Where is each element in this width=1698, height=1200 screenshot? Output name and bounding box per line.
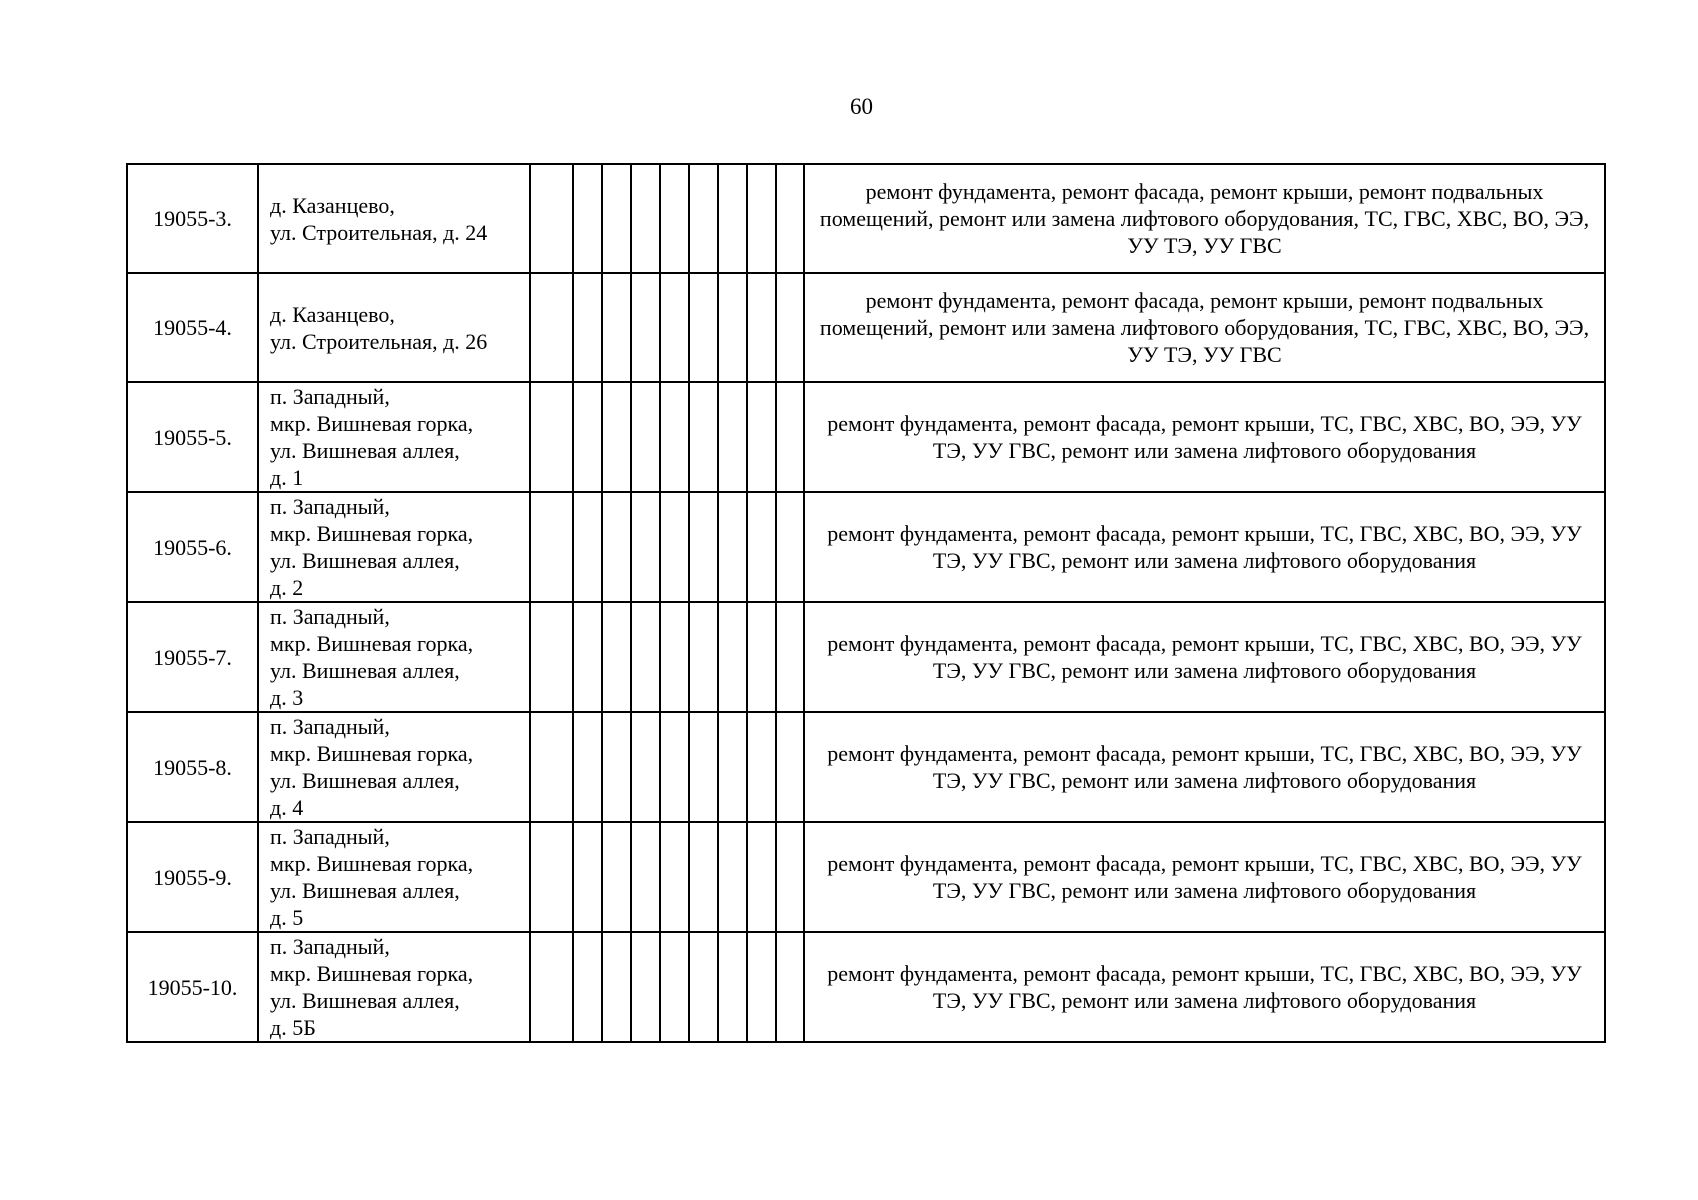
empty-cell — [530, 273, 573, 382]
works-text: ремонт фундамента, ремонт фасада, ремонт крыши, ТС, ГВС, ХВС, ВО, ЭЭ, УУ ТЭ, УУ ГВС, ремонт или замена лифтового оборудования — [827, 411, 1582, 463]
empty-cell — [573, 712, 602, 822]
empty-cell — [602, 932, 631, 1042]
address-cell — [258, 602, 530, 712]
empty-cell — [530, 712, 573, 822]
empty-cell — [747, 712, 776, 822]
address-line: п. Западный, — [270, 494, 390, 519]
address-line: мкр. Вишневая горка, — [270, 851, 474, 876]
table-row — [127, 382, 1605, 492]
empty-cell — [631, 932, 660, 1042]
empty-cell — [776, 822, 804, 932]
empty-cell — [660, 164, 689, 273]
address-line: ул. Вишневая аллея, — [270, 878, 460, 903]
empty-cell — [689, 273, 718, 382]
empty-cell — [718, 822, 747, 932]
empty-cell — [631, 712, 660, 822]
empty-cell — [530, 602, 573, 712]
address-line: д. Казанцево, — [270, 192, 395, 218]
table-row — [127, 822, 1605, 932]
empty-cell — [776, 382, 804, 492]
works-text: ремонт фундамента, ремонт фасада, ремонт крыши, ТС, ГВС, ХВС, ВО, ЭЭ, УУ ТЭ, УУ ГВС, ремонт или замена лифтового оборудования — [827, 961, 1582, 1013]
row-number-cell — [127, 712, 258, 822]
address-line: д. 2 — [270, 575, 304, 600]
row-number-cell — [127, 164, 258, 273]
empty-cell — [530, 382, 573, 492]
empty-cell — [602, 602, 631, 712]
address-line: д. 5Б — [270, 1015, 316, 1040]
empty-cell — [747, 164, 776, 273]
empty-cell — [776, 273, 804, 382]
empty-cell — [660, 273, 689, 382]
empty-cell — [660, 822, 689, 932]
empty-cell — [689, 492, 718, 602]
empty-cell — [631, 164, 660, 273]
works-cell — [804, 492, 1605, 602]
row-number-cell — [127, 273, 258, 382]
row-number: 19055-8. — [153, 754, 232, 780]
table-body — [127, 164, 1605, 1042]
empty-cell — [631, 822, 660, 932]
empty-cell — [530, 822, 573, 932]
empty-cell — [631, 273, 660, 382]
empty-cell — [573, 164, 602, 273]
address-cell — [258, 712, 530, 822]
empty-cell — [718, 164, 747, 273]
row-number-cell — [127, 492, 258, 602]
empty-cell — [718, 712, 747, 822]
table-row — [127, 492, 1605, 602]
empty-cell — [718, 932, 747, 1042]
empty-cell — [718, 273, 747, 382]
table-row — [127, 712, 1605, 822]
address-cell — [258, 273, 530, 382]
empty-cell — [689, 164, 718, 273]
address-line: д. 5 — [270, 905, 304, 930]
empty-cell — [776, 602, 804, 712]
address-line: мкр. Вишневая горка, — [270, 631, 474, 656]
address-line: п. Западный, — [270, 714, 390, 739]
address-line: ул. Вишневая аллея, — [270, 658, 460, 683]
page-number: 60 — [850, 94, 873, 119]
address-line: ул. Вишневая аллея, — [270, 768, 460, 793]
address-line: ул. Строительная, д. 24 — [270, 219, 488, 245]
address-line: мкр. Вишневая горка, — [270, 961, 474, 986]
works-text: ремонт фундамента, ремонт фасада, ремонт крыши, ТС, ГВС, ХВС, ВО, ЭЭ, УУ ТЭ, УУ ГВС, ремонт или замена лифтового оборудования — [827, 741, 1582, 793]
works-text: ремонт фундамента, ремонт фасада, ремонт крыши, ремонт подвальных помещений, ремонт или замена лифтового оборудования, ТС, ГВС, ХВС, ВО, ЭЭ, УУ ТЭ, УУ ГВС — [819, 179, 1590, 258]
address-line: п. Западный, — [270, 934, 390, 959]
works-cell — [804, 822, 1605, 932]
row-number: 19055-5. — [153, 424, 232, 450]
address-line: д. 1 — [270, 465, 304, 490]
address-line: д. Казанцево, — [270, 301, 395, 327]
address-line: ул. Вишневая аллея, — [270, 438, 460, 463]
empty-cell — [602, 382, 631, 492]
empty-cell — [631, 382, 660, 492]
empty-cell — [689, 602, 718, 712]
address-line: д. 4 — [270, 795, 304, 820]
address-line: ул. Вишневая аллея, — [270, 988, 460, 1013]
address-line: мкр. Вишневая горка, — [270, 741, 474, 766]
row-number: 19055-6. — [153, 534, 232, 560]
empty-cell — [631, 602, 660, 712]
empty-cell — [718, 602, 747, 712]
empty-cell — [530, 492, 573, 602]
empty-cell — [602, 492, 631, 602]
empty-cell — [747, 492, 776, 602]
empty-cell — [530, 164, 573, 273]
address-line: ул. Строительная, д. 26 — [270, 328, 488, 354]
empty-cell — [747, 273, 776, 382]
row-number-cell — [127, 822, 258, 932]
empty-cell — [747, 602, 776, 712]
row-number: 19055-10. — [147, 974, 238, 1000]
row-number-cell — [127, 382, 258, 492]
empty-cell — [530, 932, 573, 1042]
empty-cell — [689, 382, 718, 492]
works-cell — [804, 164, 1605, 273]
address-line: д. 3 — [270, 685, 304, 710]
works-text: ремонт фундамента, ремонт фасада, ремонт крыши, ТС, ГВС, ХВС, ВО, ЭЭ, УУ ТЭ, УУ ГВС, ремонт или замена лифтового оборудования — [827, 851, 1582, 903]
works-text: ремонт фундамента, ремонт фасада, ремонт крыши, ТС, ГВС, ХВС, ВО, ЭЭ, УУ ТЭ, УУ ГВС, ремонт или замена лифтового оборудования — [827, 521, 1582, 573]
works-text: ремонт фундамента, ремонт фасада, ремонт крыши, ТС, ГВС, ХВС, ВО, ЭЭ, УУ ТЭ, УУ ГВС, ремонт или замена лифтового оборудования — [827, 631, 1582, 683]
empty-cell — [573, 932, 602, 1042]
empty-cell — [718, 492, 747, 602]
empty-cell — [573, 382, 602, 492]
works-cell — [804, 932, 1605, 1042]
empty-cell — [776, 492, 804, 602]
address-cell — [258, 382, 530, 492]
address-line: мкр. Вишневая горка, — [270, 521, 474, 546]
address-line: п. Западный, — [270, 604, 390, 629]
address-line: ул. Вишневая аллея, — [270, 548, 460, 573]
empty-cell — [776, 164, 804, 273]
table-row — [127, 273, 1605, 382]
empty-cell — [776, 712, 804, 822]
works-cell — [804, 273, 1605, 382]
empty-cell — [689, 712, 718, 822]
empty-cell — [689, 822, 718, 932]
empty-cell — [660, 492, 689, 602]
empty-cell — [660, 382, 689, 492]
row-number-cell — [127, 932, 258, 1042]
empty-cell — [602, 822, 631, 932]
address-cell — [258, 822, 530, 932]
empty-cell — [660, 602, 689, 712]
address-cell — [258, 164, 530, 273]
works-text: ремонт фундамента, ремонт фасада, ремонт крыши, ремонт подвальных помещений, ремонт или замена лифтового оборудования, ТС, ГВС, ХВС, ВО, ЭЭ, УУ ТЭ, УУ ГВС — [819, 288, 1590, 367]
address-line: п. Западный, — [270, 384, 390, 409]
table-row — [127, 602, 1605, 712]
empty-cell — [660, 712, 689, 822]
empty-cell — [573, 273, 602, 382]
table-row — [127, 932, 1605, 1042]
empty-cell — [573, 602, 602, 712]
row-number: 19055-7. — [153, 644, 232, 670]
empty-cell — [776, 932, 804, 1042]
address-cell — [258, 932, 530, 1042]
repair-table — [126, 163, 1606, 1043]
empty-cell — [602, 164, 631, 273]
empty-cell — [573, 822, 602, 932]
row-number: 19055-4. — [153, 315, 232, 340]
address-line: п. Западный, — [270, 824, 390, 849]
empty-cell — [660, 932, 689, 1042]
empty-cell — [718, 382, 747, 492]
table-row — [127, 164, 1605, 273]
row-number: 19055-9. — [153, 864, 232, 890]
row-number-cell — [127, 602, 258, 712]
address-line: мкр. Вишневая горка, — [270, 411, 474, 436]
empty-cell — [747, 932, 776, 1042]
empty-cell — [631, 492, 660, 602]
empty-cell — [602, 712, 631, 822]
works-cell — [804, 382, 1605, 492]
works-cell — [804, 602, 1605, 712]
works-cell — [804, 712, 1605, 822]
empty-cell — [689, 932, 718, 1042]
address-cell — [258, 492, 530, 602]
row-number: 19055-3. — [153, 206, 232, 231]
empty-cell — [747, 822, 776, 932]
empty-cell — [573, 492, 602, 602]
empty-cell — [602, 273, 631, 382]
empty-cell — [747, 382, 776, 492]
